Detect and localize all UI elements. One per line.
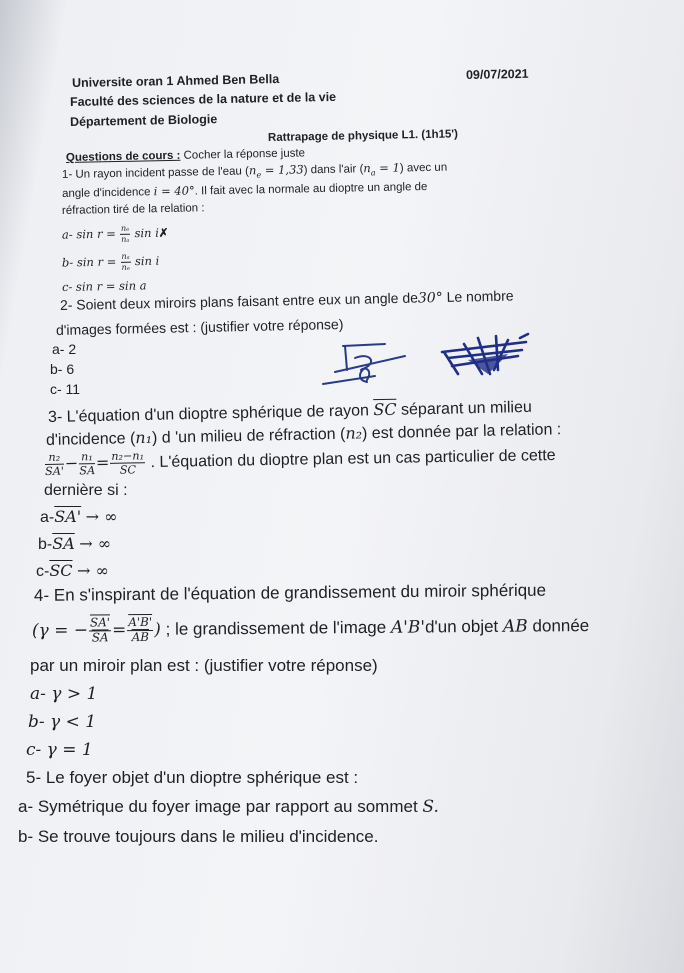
- q4-line-2: [32, 613, 589, 645]
- q4-eq: =: [112, 620, 127, 641]
- q3-opt-b-arrow: → ∞: [79, 534, 112, 553]
- q3-opt-c-prefix: c-: [36, 563, 50, 580]
- q3-eq: =: [95, 452, 110, 473]
- q1-na: n: [363, 161, 371, 176]
- q1-option-a[interactable]: [62, 224, 169, 245]
- q3-line2-a: d'incidence (: [45, 430, 136, 449]
- q4-f2-num: A'B': [128, 614, 153, 630]
- q1-text-1: 1- Un rayon incident passe de l'eau (: [61, 165, 250, 181]
- q4-f2-den: AB: [131, 629, 150, 645]
- q1-na-sub: a: [370, 168, 376, 178]
- q1-opt-a-prefix: a- sin r =: [61, 226, 116, 242]
- q3-f3-den: SC: [119, 463, 137, 477]
- q1-option-b[interactable]: [62, 252, 160, 273]
- q4-line-3: par un miroir plan est : (justifier votre réponse): [30, 656, 378, 675]
- q3-n2: n₂: [345, 423, 363, 443]
- handwritten-diagram-scribble-icon: [438, 330, 533, 382]
- q1-opt-a-suffix: sin i: [134, 225, 159, 241]
- q3-opt-c-arrow: → ∞: [76, 561, 109, 580]
- q5-option-a[interactable]: [18, 797, 439, 817]
- q1-ne-sub: e: [256, 170, 262, 180]
- q3-opt-b-var: $\overline{SA}$: [52, 534, 75, 553]
- faculty-name: Faculté des sciences de la nature et de la vie: [69, 89, 337, 109]
- q1-opt-b-prefix: b- sin r =: [61, 254, 117, 270]
- q4-open: (γ = −: [31, 620, 89, 641]
- q3-f2-num: n₁: [79, 451, 95, 464]
- q4-line2-b: ; le grandissement de l'image: [165, 617, 387, 639]
- q5-opt-a-text: a- Symétrique du foyer image par rapport au sommet: [18, 797, 418, 816]
- q2-line1-a: 2- Soient deux miroirs plans faisant entre eux un angle de: [59, 289, 419, 313]
- q4-option-a[interactable]: a- γ > 1: [30, 684, 98, 704]
- q2-option-b[interactable]: b- 6: [50, 361, 75, 377]
- q4-line2-c: d'un objet: [424, 616, 499, 637]
- q3-opt-c-var: $\overline{SC}$: [49, 561, 73, 580]
- q3-line1-a: 3- L'équation d'un dioptre sphérique de rayon: [47, 402, 370, 426]
- q3-frac-2: [79, 451, 95, 477]
- q3-line1-b: séparant un milieu: [400, 398, 532, 419]
- q2-angle: 30°: [417, 289, 443, 307]
- q3-minus: −: [64, 453, 79, 473]
- q4-line2-d: donnée: [532, 616, 590, 636]
- q1-opt-b-den: nₑ: [121, 262, 130, 272]
- q3-opt-a-prefix: a-: [40, 509, 55, 526]
- q1-angle: i = 40°: [153, 183, 195, 199]
- q1-line-3: réfraction tiré de la relation :: [61, 202, 205, 217]
- q3-option-a[interactable]: [40, 507, 117, 527]
- q1-opt-a-num: nₑ: [120, 225, 131, 235]
- q1-opt-b-suffix: sin i: [134, 253, 160, 269]
- q1-text-2: ) dans l'air (: [303, 163, 364, 177]
- q3-f1-den: SA': [45, 464, 65, 479]
- q4-close: ): [154, 619, 161, 640]
- handwritten-scribble-icon: [315, 340, 410, 392]
- q1-line2-a: angle d'incidence: [61, 186, 151, 200]
- q2-option-a[interactable]: a- 2: [52, 341, 77, 357]
- q4-frac-1: [89, 617, 111, 644]
- q3-f1-num: n₂: [45, 452, 64, 466]
- q2-option-c[interactable]: c- 11: [50, 381, 81, 397]
- q1-na-val: = 1: [375, 160, 400, 175]
- q1-option-c[interactable]: c- sin r = sin a: [61, 278, 147, 294]
- q5-opt-a-var: S.: [422, 797, 439, 817]
- q3-opt-a-var: SA': [54, 507, 82, 526]
- q3-option-c[interactable]: [36, 561, 109, 581]
- q3-option-b[interactable]: [38, 534, 111, 554]
- q3-f2-den: SA: [79, 464, 96, 478]
- q3-opt-a-arrow: → ∞: [85, 507, 118, 526]
- q3-opt-b-prefix: b-: [38, 536, 53, 553]
- q4-f1-num: SA': [89, 615, 111, 630]
- questions-instruction: Cocher la réponse juste: [183, 147, 306, 162]
- q3-f3-num: n₂−n₁: [111, 449, 145, 463]
- q1-ne-val: = 1,33: [260, 162, 304, 178]
- q5-option-b[interactable]: b- Se trouve toujours dans le milieu d'incidence.: [18, 827, 379, 846]
- q3-line2-b: ) d 'un milieu de réfraction (: [151, 425, 346, 447]
- q3-line3-b: . L'équation du dioptre plan est un cas particulier de cette: [150, 447, 556, 472]
- department-name: Département de Biologie: [69, 112, 218, 129]
- q1-opt-b-fraction: [120, 253, 131, 272]
- q3-frac-1: [45, 452, 64, 478]
- q2-line1-b: Le nombre: [446, 287, 514, 305]
- q1-line2-b: . Il fait avec la normale au dioptre un angle de: [194, 180, 428, 198]
- questions-heading-line: [66, 147, 305, 164]
- q4-object: AB: [502, 616, 528, 637]
- questions-heading: Questions de cours :: [65, 149, 181, 164]
- q4-option-b[interactable]: b- γ < 1: [28, 712, 97, 732]
- q4-image: A'B': [390, 617, 426, 638]
- q1-text-3: ) avec un: [399, 161, 448, 175]
- q4-option-c[interactable]: c- γ = 1: [26, 740, 93, 760]
- q4-line-1: 4- En s'inspirant de l'équation de grandissement du miroir sphérique: [33, 580, 547, 605]
- q3-line2-c: ) est donnée par la relation :: [361, 421, 562, 443]
- q3-line-4: dernière si :: [44, 482, 128, 499]
- university-name: Universite oran 1 Ahmed Ben Bella: [71, 72, 280, 90]
- q4-frac-2: [127, 614, 153, 645]
- q1-opt-a-den: nₐ: [121, 234, 130, 244]
- q3-n1: n₁: [135, 427, 153, 448]
- q1-opt-b-num: nₐ: [120, 253, 130, 263]
- q5-line-1: 5- Le foyer objet d'un dioptre sphérique est :: [26, 768, 359, 787]
- q3-frac-3: [110, 450, 145, 476]
- exam-date: 09/07/2021: [465, 66, 529, 82]
- exam-title: Rattrapage de physique L1. (1h15'): [267, 128, 459, 144]
- q1-ne: n: [248, 163, 257, 178]
- q1-opt-a-cross-mark: ✗: [158, 227, 169, 240]
- q3-radius: $\overline{SC}$: [373, 399, 397, 420]
- q4-f1-den: SA: [91, 630, 109, 645]
- q2-line-2: d'images formées est : (justifier votre réponse): [55, 315, 344, 338]
- q1-opt-a-fraction: [120, 225, 131, 244]
